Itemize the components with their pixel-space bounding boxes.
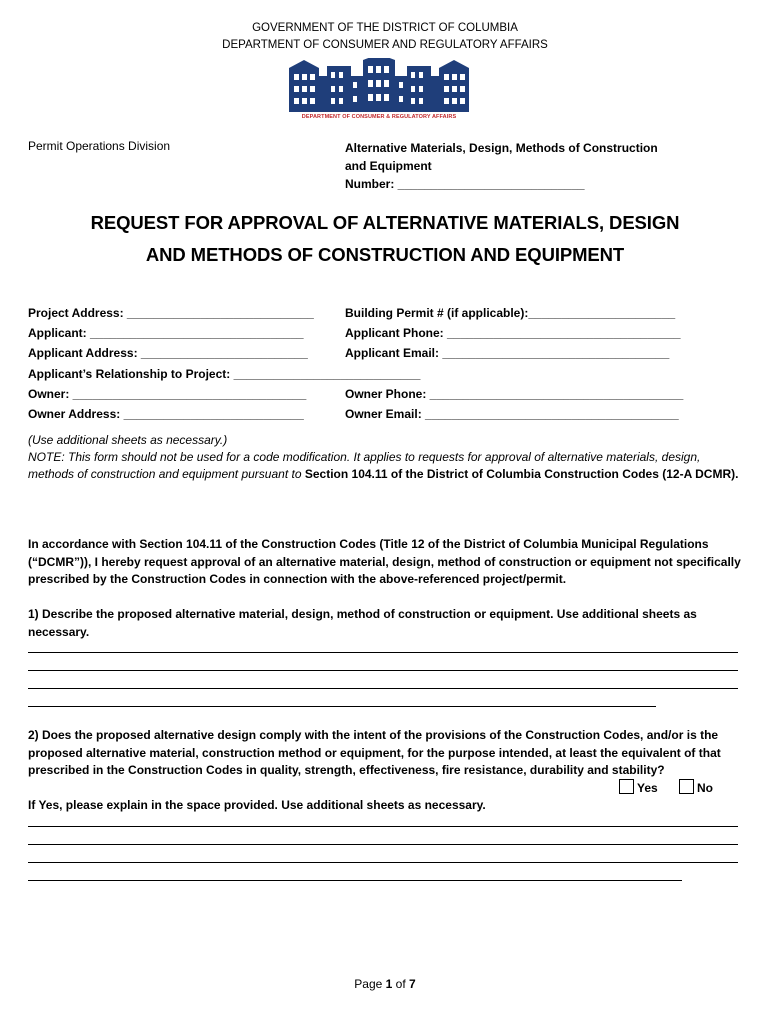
answer-1-line[interactable] xyxy=(28,670,738,671)
header-government: GOVERNMENT OF THE DISTRICT OF COLUMBIA xyxy=(252,22,518,34)
division-name: Permit Operations Division xyxy=(28,139,171,153)
form-note xyxy=(28,432,742,483)
owner-address-field[interactable]: Owner Address: ___________________________ xyxy=(28,407,304,421)
applicant-phone-field[interactable]: Applicant Phone: ___________________________________ xyxy=(345,326,681,340)
logo-caption: DEPARTMENT OF CONSUMER & REGULATORY AFFAIRS xyxy=(301,114,457,120)
no-option[interactable] xyxy=(679,779,713,795)
form-title-line-1: REQUEST FOR APPROVAL OF ALTERNATIVE MATERIALS, DESIGN xyxy=(90,212,680,233)
current-page-number: 1 xyxy=(385,977,393,991)
answer-2-line[interactable] xyxy=(28,862,738,863)
answer-1-line[interactable] xyxy=(28,652,738,653)
reference-line-2: and Equipment xyxy=(345,159,432,173)
yes-label: Yes xyxy=(637,781,658,795)
answer-2-line[interactable] xyxy=(28,844,738,845)
building-permit-field[interactable]: Building Permit # (if applicable):______________________ xyxy=(345,306,676,320)
header-department: DEPARTMENT OF CONSUMER AND REGULATORY AFFAIRS xyxy=(222,39,548,51)
applicant-email-field[interactable]: Applicant Email: __________________________________ xyxy=(345,346,670,360)
request-paragraph: In accordance with Section 104.11 of the Construction Codes (Title 12 of the District of Columbia Municipal Regulations (“DCMR”)), I hereby request approval of an alternative material, design, method of construction or equipment not specifically prescribed by the Construction Codes in connection with the above-referenced project/permit. xyxy=(28,537,741,586)
project-address-field[interactable]: Project Address: ____________________________ xyxy=(28,306,314,320)
yes-option[interactable] xyxy=(619,779,658,795)
yes-checkbox[interactable] xyxy=(619,779,634,794)
reference-number-field[interactable]: Number: ____________________________ xyxy=(345,177,585,191)
reference-block xyxy=(345,139,755,193)
page-header xyxy=(0,20,770,54)
owner-email-field[interactable]: Owner Email: ______________________________________ xyxy=(345,407,679,421)
note-text: NOTE: This form should not be used for a code modification. It applies to requests for approval of alternative materials, design, methods of construction and equipment pursuant to xyxy=(28,450,701,481)
page-word: Page xyxy=(354,977,386,991)
answer-1-line[interactable] xyxy=(28,706,656,707)
page-of-word: of xyxy=(392,977,410,991)
total-page-number: 7 xyxy=(409,977,416,991)
question-1: 1) Describe the proposed alternative material, design, method of construction or equipment. Use additional sheets as necessary. xyxy=(28,607,697,639)
note-section-reference: Section 104.11 of the District of Columbia Construction Codes (12-A DCMR). xyxy=(304,467,739,481)
applicant-field[interactable]: Applicant: ________________________________ xyxy=(28,326,304,340)
page-footer xyxy=(0,977,770,991)
code-modification-note xyxy=(28,449,742,483)
additional-sheets-note: (Use additional sheets as necessary.) xyxy=(28,433,228,447)
owner-phone-field[interactable]: Owner Phone: ______________________________________ xyxy=(345,387,684,401)
form-title-line-2: AND METHODS OF CONSTRUCTION AND EQUIPMENT xyxy=(145,244,625,265)
answer-2-line[interactable] xyxy=(28,880,682,881)
no-checkbox[interactable] xyxy=(679,779,694,794)
no-label: No xyxy=(697,781,713,795)
answer-2-line[interactable] xyxy=(28,826,738,827)
relationship-field[interactable]: Applicant’s Relationship to Project: ____________________________ xyxy=(28,367,421,381)
form-title xyxy=(0,207,770,271)
question-2: 2) Does the proposed alternative design comply with the intent of the provisions of the Construction Codes, and/or is the proposed alternative material, construction method or equipment, for the purpose intended, at least the equivalent of that prescribed in the Construction Codes in quality, strength, effectiveness, fire resistance, durability and stability? xyxy=(28,728,721,777)
answer-1-line[interactable] xyxy=(28,688,738,689)
applicant-address-field[interactable]: Applicant Address: _________________________ xyxy=(28,346,308,360)
owner-field[interactable]: Owner: ___________________________________ xyxy=(28,387,307,401)
reference-line-1: Alternative Materials, Design, Methods of Construction xyxy=(345,141,658,155)
if-yes-instructions: If Yes, please explain in the space provided. Use additional sheets as necessary. xyxy=(28,798,486,812)
